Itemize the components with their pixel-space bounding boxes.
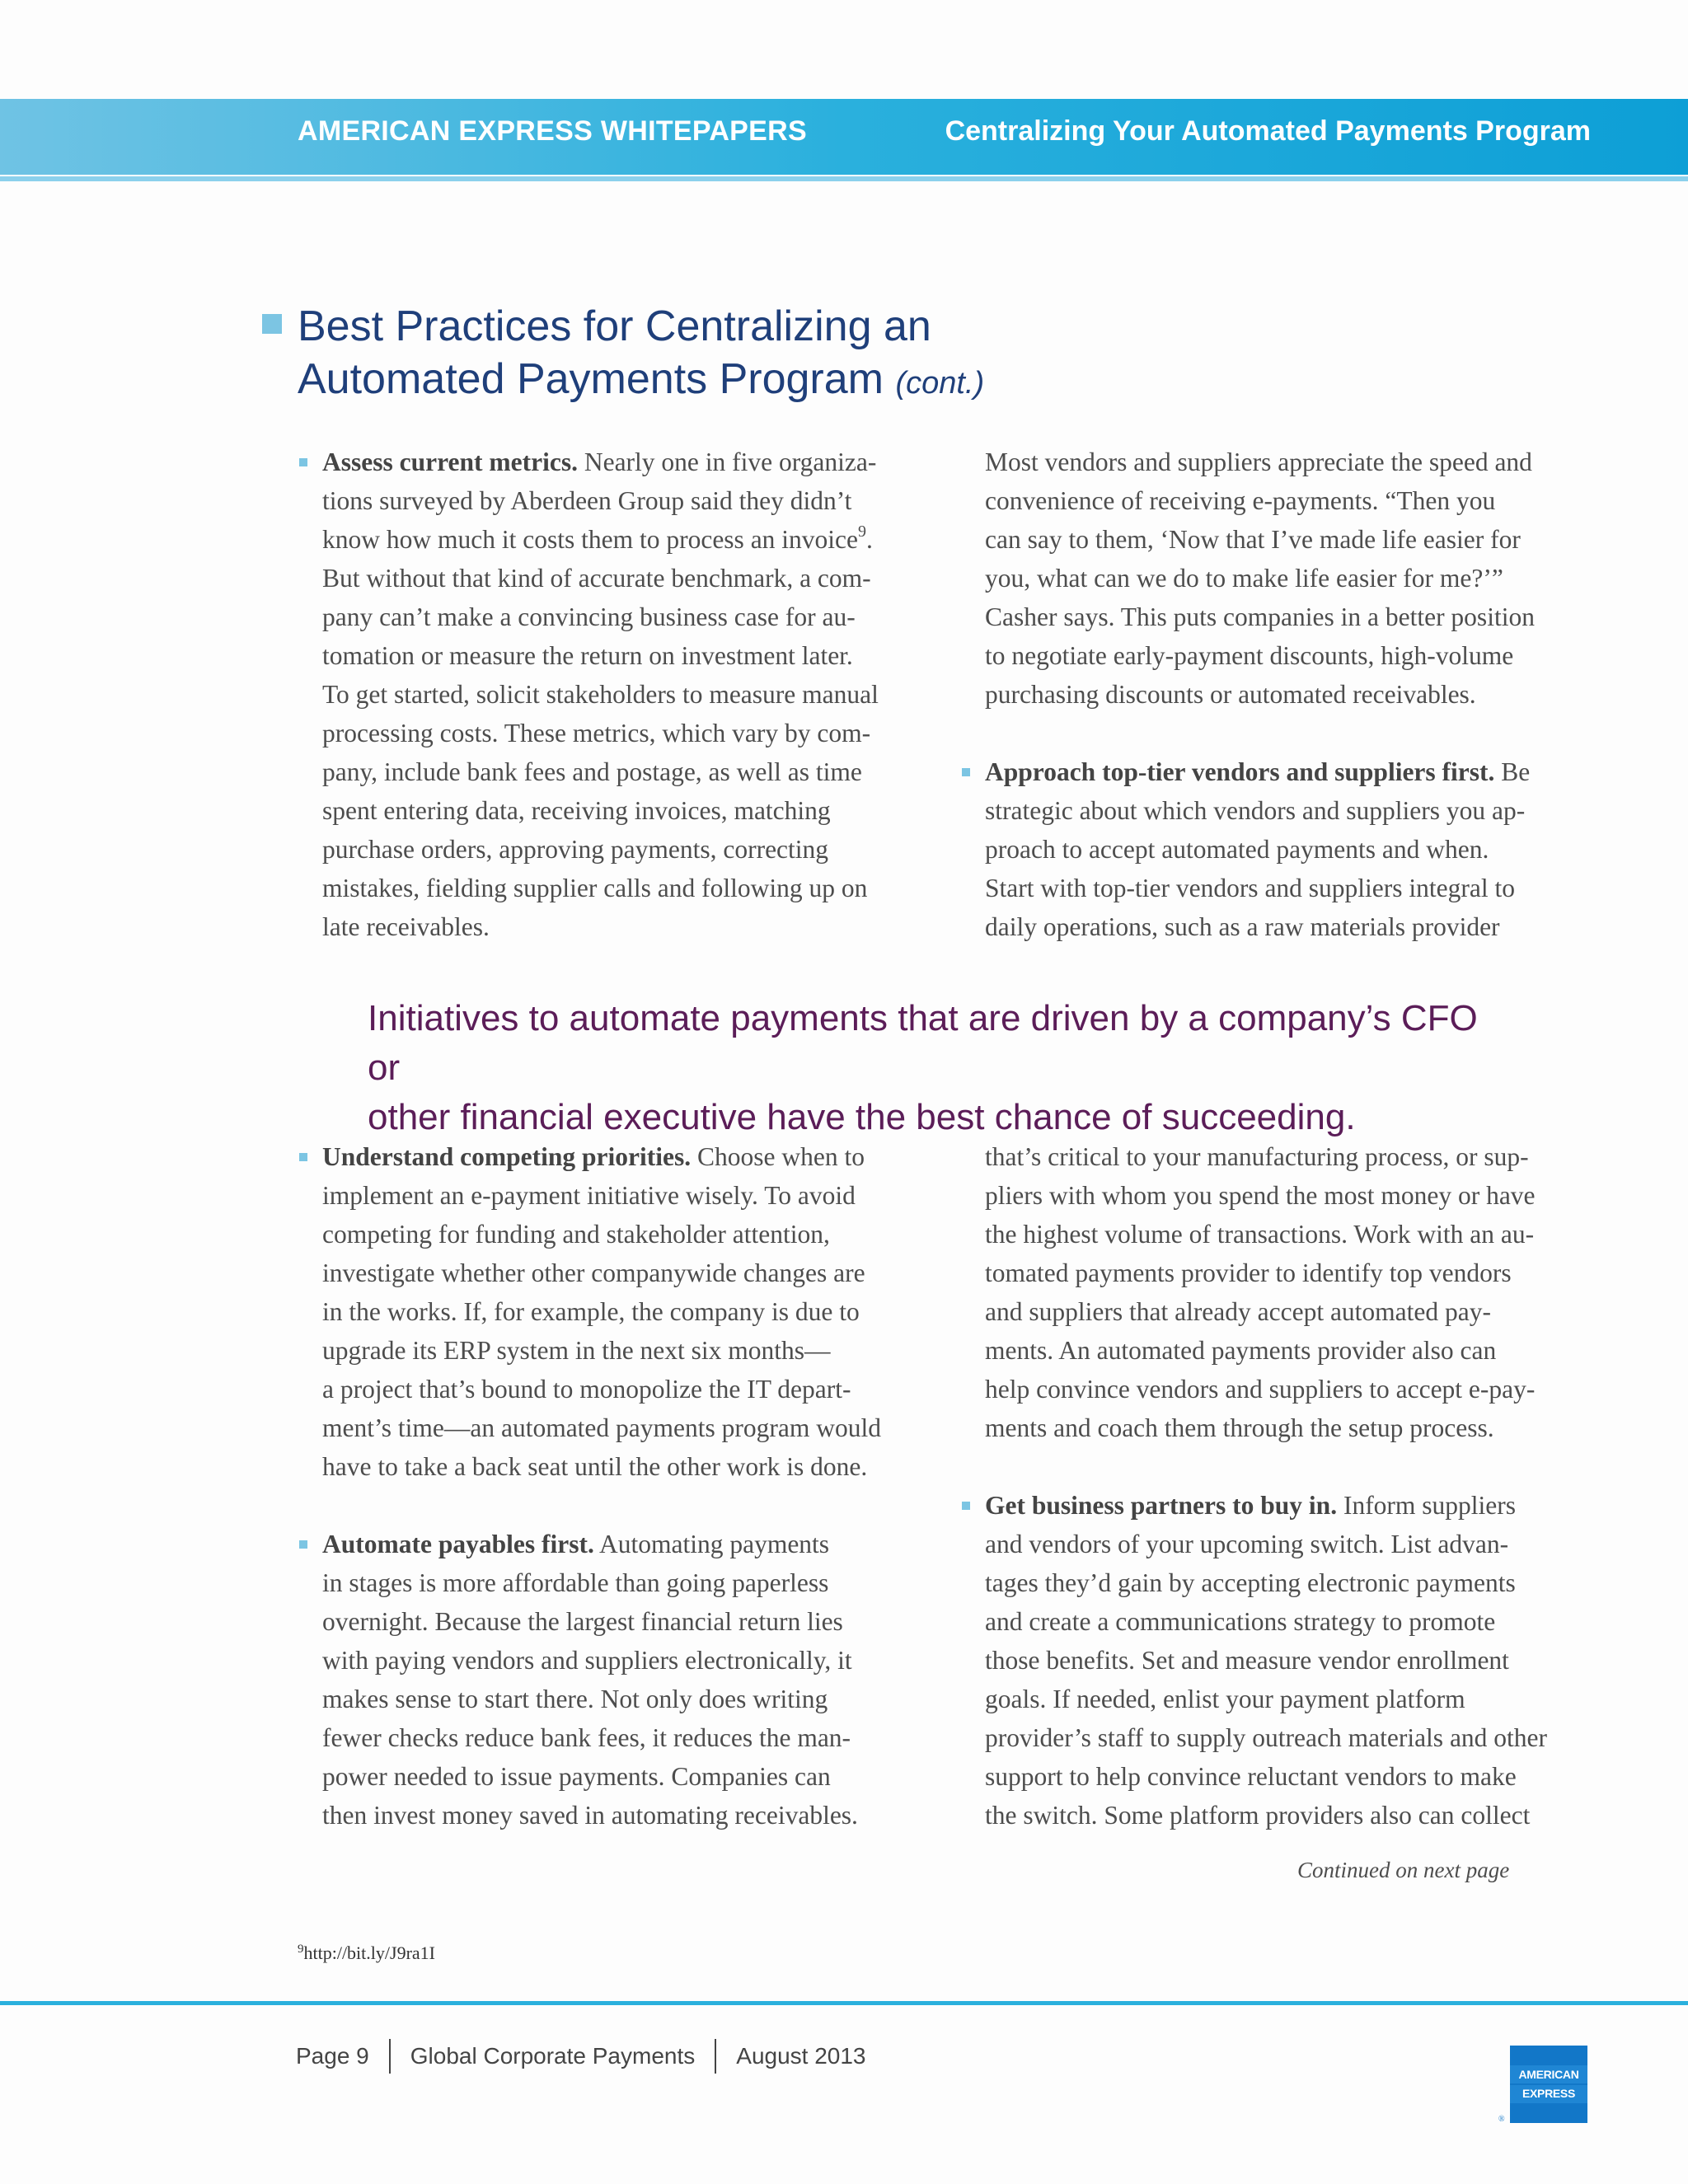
footer <box>296 2039 866 2074</box>
text-line: tomated payments provider to identify top vendors <box>985 1258 1512 1287</box>
logo-line2: EXPRESS <box>1522 2087 1576 2100</box>
text-line: a project that’s bound to monopolize the IT depart- <box>322 1375 851 1404</box>
bullet-square-icon <box>299 1153 307 1161</box>
text-line: ments. An automated payments provider also can <box>985 1336 1497 1365</box>
text-line: To get started, solicit stakeholders to measure manual <box>322 680 879 709</box>
text-line: processing costs. These metrics, which vary by com- <box>322 719 871 748</box>
bullet-square-icon <box>962 768 970 776</box>
text-line: Automating payments <box>598 1530 830 1558</box>
text-line: goals. If needed, enlist your payment platform <box>985 1685 1465 1713</box>
bullet-heading: Assess current metrics. <box>322 448 578 476</box>
text-line: convenience of receiving e-payments. “Then you <box>985 486 1496 515</box>
text-line: tions surveyed by Aberdeen Group said they didn’t <box>322 486 852 515</box>
bullet-business-partners <box>985 1486 1628 1835</box>
text-line: pliers with whom you spend the most money or have <box>985 1181 1536 1210</box>
right-column-top <box>985 443 1611 946</box>
section-title-line2: Automated Payments Program <box>298 355 884 403</box>
text-line: that’s critical to your manufacturing process, or sup- <box>985 1142 1529 1171</box>
text-line: makes sense to start there. Not only does writing <box>322 1685 828 1713</box>
registered-mark: ® <box>1498 2115 1505 2124</box>
text-line: late receivables. <box>322 912 490 941</box>
text-line: investigate whether other companywide changes are <box>322 1258 865 1287</box>
pull-quote-line2: other financial executive have the best chance of succeeding. <box>368 1097 1356 1137</box>
bullet-heading: Get business partners to buy in. <box>985 1491 1338 1520</box>
text-line: the highest volume of transactions. Work with an au- <box>985 1220 1535 1249</box>
pull-quote-line1: Initiatives to automate payments that are driven by a company’s CFO or <box>368 998 1478 1088</box>
text-line: in stages is more affordable than going paperless <box>322 1568 829 1597</box>
text-line: tomation or measure the return on investment later. <box>322 641 853 670</box>
bullet-assess-metrics <box>322 443 949 946</box>
bullet-approach-vendors <box>985 752 1611 946</box>
text-punct: . <box>866 525 873 554</box>
text-line: proach to accept automated payments and when. <box>985 835 1489 864</box>
publication-name: Global Corporate Payments <box>410 2043 696 2069</box>
footnote-ref: 9 <box>858 523 867 541</box>
footer-rule <box>0 2001 1688 2005</box>
text-line: tages they’d gain by accepting electronic payments <box>985 1568 1516 1597</box>
text-line: and vendors of your upcoming switch. List advan- <box>985 1530 1509 1558</box>
text-line: strategic about which vendors and suppliers you ap- <box>985 796 1526 825</box>
header-series-title: AMERICAN EXPRESS WHITEPAPERS <box>298 115 807 147</box>
text-line: Nearly one in five organiza- <box>584 448 877 476</box>
text-line: power needed to issue payments. Companies can <box>322 1762 831 1791</box>
text-line: competing for funding and stakeholder attention, <box>322 1220 830 1249</box>
text-line: purchase orders, approving payments, correcting <box>322 835 829 864</box>
section-title-cont: (cont.) <box>895 366 985 401</box>
bullet-heading: Automate payables first. <box>322 1530 594 1558</box>
text-line: But without that kind of accurate benchmark, a com- <box>322 564 871 593</box>
text-line: daily operations, such as a raw materials provider <box>985 912 1500 941</box>
footnote-url[interactable]: http://bit.ly/J9ra1I <box>303 1943 435 1963</box>
text-line: you, what can we do to make life easier for me?’” <box>985 564 1503 593</box>
left-column-top <box>322 443 949 946</box>
publication-date: August 2013 <box>736 2043 866 2069</box>
american-express-logo <box>1510 2046 1587 2123</box>
text-line: and create a communications strategy to promote <box>985 1607 1496 1636</box>
text-line: upgrade its ERP system in the next six months— <box>322 1336 831 1365</box>
text-line: support to help convince reluctant vendors to make <box>985 1762 1517 1791</box>
text-line: and suppliers that already accept automated pay- <box>985 1297 1491 1326</box>
text-line: Start with top-tier vendors and suppliers integral to <box>985 874 1515 902</box>
continued-link[interactable]: Continued on next page <box>1297 1858 1510 1882</box>
section-title-line1: Best Practices for Centralizing an <box>298 302 931 350</box>
text-line: in the works. If, for example, the company is due to <box>322 1297 860 1326</box>
text-line: mistakes, fielding supplier calls and following up on <box>322 874 868 902</box>
bullet-square-icon <box>299 458 307 466</box>
text-line: to negotiate early-payment discounts, high-volume <box>985 641 1514 670</box>
text-line: can say to them, ‘Now that I’ve made life easier for <box>985 525 1521 554</box>
text-line: fewer checks reduce bank fees, it reduces the man- <box>322 1723 851 1752</box>
bullet-competing-priorities <box>322 1137 949 1486</box>
bullet-square-icon <box>962 1502 970 1510</box>
text-line: spent entering data, receiving invoices, matching <box>322 796 831 825</box>
text-line: those benefits. Set and measure vendor enrollment <box>985 1646 1509 1675</box>
text-line: ment’s time—an automated payments program would <box>322 1413 881 1442</box>
text-line: purchasing discounts or automated receivables. <box>985 680 1476 709</box>
text-line: then invest money saved in automating receivables. <box>322 1801 858 1830</box>
header-document-title: Centralizing Your Automated Payments Program <box>945 115 1591 147</box>
logo-line1: AMERICAN <box>1518 2068 1579 2081</box>
text-line: Be <box>1501 757 1531 786</box>
bullet-automate-payables <box>322 1525 949 1835</box>
header-rule <box>0 176 1688 181</box>
footer-divider <box>715 2039 716 2074</box>
text-line: overnight. Because the largest financial return lies <box>322 1607 843 1636</box>
text-line: have to take a back seat until the other work is done. <box>322 1452 868 1481</box>
footnote-number: 9 <box>298 1943 304 1956</box>
text-line: Choose when to <box>696 1142 865 1171</box>
bullet-heading: Approach top-tier vendors and suppliers first. <box>985 757 1495 786</box>
text-line: Casher says. This puts companies in a better position <box>985 602 1535 631</box>
bullet-heading: Understand competing priorities. <box>322 1142 692 1171</box>
text-line: Inform suppliers <box>1343 1491 1517 1520</box>
bullet-square-icon <box>299 1540 307 1549</box>
text-line: help convince vendors and suppliers to accept e-pay- <box>985 1375 1536 1404</box>
text-line: provider’s staff to supply outreach materials and other <box>985 1723 1548 1752</box>
footnote <box>298 1943 435 1964</box>
left-column-bottom <box>322 1137 949 1835</box>
section-bullet-icon <box>262 314 282 334</box>
section-title <box>298 300 1204 410</box>
text-line: Most vendors and suppliers appreciate the speed and <box>985 448 1532 476</box>
page-number: Page 9 <box>296 2043 369 2069</box>
text-line: pany, include bank fees and postage, as well as time <box>322 757 862 786</box>
text-line: ments and coach them through the setup process. <box>985 1413 1494 1442</box>
text-line: with paying vendors and suppliers electronically, it <box>322 1646 852 1675</box>
text-line: know how much it costs them to process an invoice <box>322 525 859 554</box>
text-line: pany can’t make a convincing business case for au- <box>322 602 856 631</box>
footer-divider <box>389 2039 391 2074</box>
pull-quote <box>368 994 1480 1142</box>
text-line: the switch. Some platform providers also can collect <box>985 1801 1531 1830</box>
right-column-bottom <box>985 1137 1628 1835</box>
text-line: implement an e-payment initiative wisely. To avoid <box>322 1181 856 1210</box>
